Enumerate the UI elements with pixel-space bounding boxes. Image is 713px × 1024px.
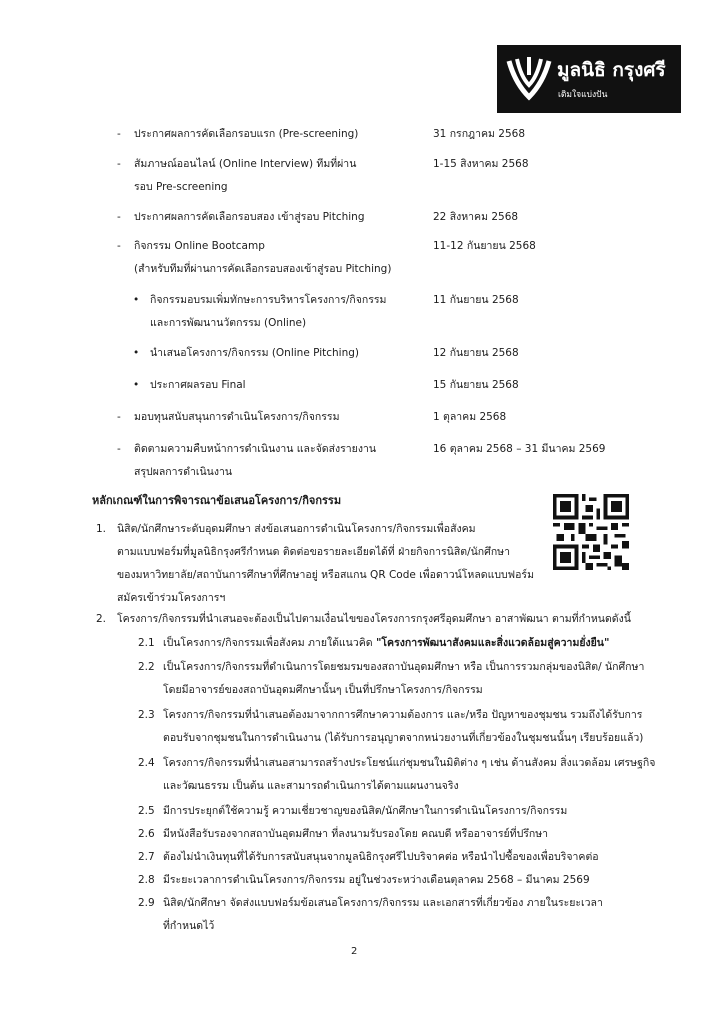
sub-item-number: 2.2 [138,661,155,673]
schedule-bullet: - [117,128,121,140]
schedule-item-text: กิจกรรม Online Bootcamp [134,240,265,252]
sub-item-text: โครงการ/กิจกรรมที่นำเสนอสามารถสร้างประโยชน์แก่ชุมชนในมิติต่าง ๆ เช่น ด้านสังคม สิ่งแวดล้อม เศรษฐกิจ [163,757,656,769]
schedule-item-text: ประกาศผลรอบ Final [150,379,246,391]
schedule-bullet: - [117,411,121,423]
schedule-item-date: 12 กันยายน 2568 [433,347,519,359]
schedule-item-text: กิจกรรมอบรมเพิ่มทักษะการบริหารโครงการ/กิจกรรม [150,294,387,306]
schedule-item-text-cont: สรุปผลการดำเนินงาน [134,466,233,478]
schedule-bullet: - [117,158,121,170]
criteria-item-line: ของมหาวิทยาลัย/สถาบันการศึกษาที่ศึกษาอยู่ หรือสแกน QR Code เพื่อดาวน์โหลดแบบฟอร์ม [117,569,534,581]
sub-item-text: มีหนังสือรับรองจากสถาบันอุดมศึกษา ที่ลงนามรับรองโดย คณบดี หรืออาจารย์ที่ปรึกษา [163,828,549,840]
schedule-item-text: ประกาศผลการคัดเลือกรอบแรก (Pre-screening) [134,128,359,140]
schedule-sub-bullet: • [133,347,140,359]
schedule-item-date: 1 ตุลาคม 2568 [433,411,507,423]
criteria-item-line: โครงการ/กิจกรรมที่นำเสนอจะต้องเป็นไปตามเงื่อนไขของโครงการกรุงศรีอุดมศึกษา อาสาพัฒนา ตามที่กำหนดดังนี้ [117,613,631,625]
sub-item-text: โครงการ/กิจกรรมที่นำเสนอต้องมาจากการศึกษาความต้องการ และ/หรือ ปัญหาของชุมชน รวมถึงได้รับการ [163,709,643,721]
schedule-sub-bullet: • [133,379,140,391]
sub-item-text-bold: "โครงการพัฒนาสังคมและสิ่งแวดล้อมสู่ความยั่งยืน" [375,637,610,649]
sub-item-text-cont: โดยมีอาจารย์ของสถาบันอุดมศึกษานั้นๆ เป็นที่ปรึกษาโครงการ/กิจกรรม [163,684,483,696]
schedule-item-date: 22 สิงหาคม 2568 [433,211,519,223]
schedule-item-text: ติดตามความคืบหน้าการดำเนินงาน และจัดส่งรายงาน [134,443,377,455]
sub-item-text-cont: ตอบรับจากชุมชนในการดำเนินงาน (ได้รับการอนุญาตจากหน่วยงานที่เกี่ยวข้องในชุมชนนั้นๆ เรียบร้อยแล้ว) [163,732,644,744]
logo-name: มูลนิธิ กรุงศรี [557,59,666,81]
sub-item-text: นิสิต/นักศึกษา จัดส่งแบบฟอร์มข้อเสนอโครงการ/กิจกรรม และเอกสารที่เกี่ยวข้อง ภายในระยะเวลา [163,897,603,909]
criteria-item-number: 2. [96,613,107,625]
schedule-item-date: 11 กันยายน 2568 [433,294,519,306]
schedule-item-text-cont: (สำหรับทีมที่ผ่านการคัดเลือกรอบสองเข้าสู่รอบ Pitching) [134,263,392,275]
sub-item-number: 2.9 [138,897,155,909]
schedule-bullet: - [117,211,121,223]
logo-tagline: เติมใจแบ่งปัน [558,90,608,100]
schedule-item-text-cont: รอบ Pre-screening [134,181,228,193]
sub-item-number: 2.5 [138,805,155,817]
schedule-item-date: 31 กรกฎาคม 2568 [433,128,526,140]
criteria-item-line: ตามแบบฟอร์มที่มูลนิธิกรุงศรีกำหนด ติดต่อขอรายละเอียดได้ที่ ฝ่ายกิจการนิสิต/นักศึกษา [117,546,510,558]
sub-item-number: 2.3 [138,709,155,721]
sub-item-text-plain: เป็นโครงการ/กิจกรรมเพื่อสังคม ภายใต้แนวคิด [163,637,376,649]
sub-item-text: มีระยะเวลาการดำเนินโครงการ/กิจกรรม อยู่ในช่วงระหว่างเดือนตุลาคม 2568 – มีนาคม 2569 [163,874,590,886]
schedule-item-text-cont: และการพัฒนานวัตกรรม (Online) [150,317,307,329]
criteria-item-line: นิสิต/นักศึกษาระดับอุดมศึกษา ส่งข้อเสนอการดำเนินโครงการ/กิจกรรมเพื่อสังคม [117,523,476,535]
sub-item-number: 2.8 [138,874,155,886]
criteria-item-line: สมัครเข้าร่วมโครงการฯ [117,592,226,604]
schedule-item-text: ประกาศผลการคัดเลือกรอบสอง เข้าสู่รอบ Pitching [134,211,365,223]
sub-item-number: 2.1 [138,637,155,649]
schedule-item-date: 11-12 กันยายน 2568 [433,240,536,252]
criteria-heading: หลักเกณฑ์ในการพิจารณาข้อเสนอโครงการ/กิจกรรม [92,494,342,507]
sub-item-text [163,636,609,650]
schedule-item-date: 1-15 สิงหาคม 2568 [433,158,529,170]
schedule-item-text: มอบทุนสนับสนุนการดำเนินโครงการ/กิจกรรม [134,411,340,423]
sub-item-text: มีการประยุกต์ใช้ความรู้ ความเชี่ยวชาญของนิสิต/นักศึกษาในการดำเนินโครงการ/กิจกรรม [163,805,568,817]
schedule-item-date: 15 กันยายน 2568 [433,379,519,391]
schedule-bullet: - [117,443,121,455]
sub-item-text-cont: และวัฒนธรรม เป็นต้น และสามารถดำเนินการได้ตามแผนงานจริง [163,780,459,792]
sub-item-text: เป็นโครงการ/กิจกรรมที่ดำเนินการโดยชมรมของสถาบันอุดมศึกษา หรือ เป็นการรวมกลุ่มของนิสิต/ นักศึกษา [163,661,645,673]
sub-item-number: 2.4 [138,757,155,769]
criteria-item-number: 1. [96,523,107,535]
sub-item-text: ต้องไม่นำเงินทุนที่ได้รับการสนับสนุนจากมูลนิธิกรุงศรีไปบริจาคต่อ หรือนำไปซื้อของเพื่อบริจาคต่อ [163,851,599,863]
schedule-item-date: 16 ตุลาคม 2568 – 31 มีนาคม 2569 [433,443,606,455]
sub-item-number: 2.6 [138,828,155,840]
qr-code-icon[interactable] [553,494,629,570]
krungsri-logo-icon [505,53,553,105]
page-number: 2 [351,946,358,957]
schedule-bullet: - [117,240,121,252]
schedule-sub-bullet: • [133,294,140,306]
schedule-item-text: สัมภาษณ์ออนไลน์ (Online Interview) ทีมที่ผ่าน [134,158,357,170]
schedule-item-text: นำเสนอโครงการ/กิจกรรม (Online Pitching) [150,347,360,359]
sub-item-number: 2.7 [138,851,155,863]
krungsri-foundation-logo [497,45,681,113]
sub-item-text-cont: ที่กำหนดไว้ [163,920,215,932]
